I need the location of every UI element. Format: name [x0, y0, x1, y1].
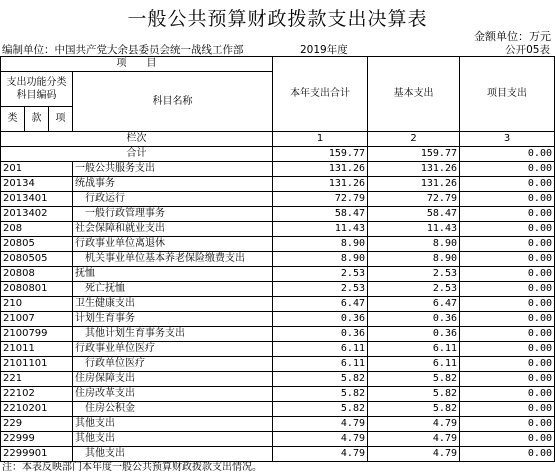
table-row [1, 282, 555, 297]
row-name: 行政单位医疗 [73, 357, 273, 372]
row-basic: 58.47 [368, 207, 460, 222]
row-total: 5.82 [273, 402, 368, 417]
row-total: 4.79 [273, 417, 368, 432]
row-project: 0.00 [460, 387, 555, 402]
row-basic: 11.43 [368, 222, 460, 237]
row-project: 0.00 [460, 327, 555, 342]
table-row [1, 372, 555, 387]
row-basic: 6.47 [368, 297, 460, 312]
row-total: 72.79 [273, 192, 368, 207]
row-project: 0.00 [460, 417, 555, 432]
row-basic: 0.36 [368, 312, 460, 327]
row-total: 0.36 [273, 312, 368, 327]
table-row [1, 252, 555, 267]
row-project: 0.00 [460, 192, 555, 207]
row-code: 221 [1, 372, 73, 387]
row-code: 2299901 [1, 447, 73, 462]
table-row [1, 267, 555, 282]
row-basic: 4.79 [368, 417, 460, 432]
row-project: 0.00 [460, 447, 555, 462]
row-basic: 4.79 [368, 447, 460, 462]
header-item-name: 科目名称 [73, 72, 273, 132]
row-basic: 8.90 [368, 237, 460, 252]
row-project: 0.00 [460, 222, 555, 237]
header-col2: 2 [368, 132, 460, 147]
table-row [1, 237, 555, 252]
row-code: 2210201 [1, 402, 73, 417]
table-row [1, 387, 555, 402]
row-name: 死亡抚恤 [73, 282, 273, 297]
row-total: 4.79 [273, 432, 368, 447]
header-lei: 类 [1, 107, 25, 132]
table-row [1, 342, 555, 357]
row-total: 11.43 [273, 222, 368, 237]
row-basic: 131.26 [368, 162, 460, 177]
total-amount: 159.77 [273, 147, 368, 162]
table-code: 公开05表 [505, 44, 550, 56]
row-name: 统战事务 [73, 177, 273, 192]
row-basic: 6.11 [368, 342, 460, 357]
footnote: 注：本表反映部门本年度一般公共预算财政拨款支出情况。 [2, 462, 262, 473]
header-func-code: 支出功能分类科目编码 [1, 72, 73, 107]
header-total: 本年支出合计 [273, 57, 368, 132]
row-code: 2080505 [1, 252, 73, 267]
row-total: 0.36 [273, 327, 368, 342]
table-row [1, 192, 555, 207]
row-total: 8.90 [273, 237, 368, 252]
header-lanci: 栏次 [1, 132, 273, 147]
table-row [1, 297, 555, 312]
row-name: 计划生育事务 [73, 312, 273, 327]
amount-unit: 金额单位：万元 [474, 30, 551, 43]
row-code: 22999 [1, 432, 73, 447]
row-code: 208 [1, 222, 73, 237]
header-project: 项目支出 [460, 57, 555, 132]
total-label: 合计 [1, 147, 273, 162]
row-code: 2100799 [1, 327, 73, 342]
organization: 编制单位：中国共产党大余县委员会统一战线工作部 [2, 44, 244, 56]
row-basic: 131.26 [368, 177, 460, 192]
row-name: 一般行政管理事务 [73, 207, 273, 222]
row-project: 0.00 [460, 162, 555, 177]
total-row [1, 147, 555, 162]
row-basic: 0.36 [368, 327, 460, 342]
row-code: 20805 [1, 237, 73, 252]
row-project: 0.00 [460, 312, 555, 327]
expenditure-table [0, 56, 555, 462]
row-basic: 6.11 [368, 357, 460, 372]
row-name: 其他支出 [73, 417, 273, 432]
table-row [1, 402, 555, 417]
row-total: 131.26 [273, 177, 368, 192]
table-row [1, 177, 555, 192]
row-project: 0.00 [460, 237, 555, 252]
row-code: 22102 [1, 387, 73, 402]
row-project: 0.00 [460, 267, 555, 282]
row-name: 一般公共服务支出 [73, 162, 273, 177]
header-basic: 基本支出 [368, 57, 460, 132]
header-kuan: 款 [25, 107, 49, 132]
row-name: 机关事业单位基本养老保险缴费支出 [73, 252, 273, 267]
row-name: 住房保障支出 [73, 372, 273, 387]
row-total: 4.79 [273, 447, 368, 462]
row-project: 0.00 [460, 357, 555, 372]
table-row [1, 417, 555, 432]
row-basic: 72.79 [368, 192, 460, 207]
total-basic: 159.77 [368, 147, 460, 162]
row-code: 2080801 [1, 282, 73, 297]
table-row [1, 432, 555, 447]
row-project: 0.00 [460, 177, 555, 192]
row-name: 其他计划生育事务支出 [73, 327, 273, 342]
row-name: 行政事业单位离退休 [73, 237, 273, 252]
row-total: 6.11 [273, 342, 368, 357]
total-project: 0.00 [460, 147, 555, 162]
row-total: 8.90 [273, 252, 368, 267]
header-col3: 3 [460, 132, 555, 147]
fiscal-year: 2019年度 [300, 44, 348, 56]
row-project: 0.00 [460, 282, 555, 297]
row-name: 社会保障和就业支出 [73, 222, 273, 237]
row-total: 6.47 [273, 297, 368, 312]
row-total: 58.47 [273, 207, 368, 222]
row-name: 行政事业单位医疗 [73, 342, 273, 357]
row-total: 5.82 [273, 372, 368, 387]
row-name: 住房公积金 [73, 402, 273, 417]
row-project: 0.00 [460, 402, 555, 417]
row-code: 201 [1, 162, 73, 177]
row-total: 2.53 [273, 282, 368, 297]
row-name: 住房改革支出 [73, 387, 273, 402]
row-name: 其他支出 [73, 432, 273, 447]
row-code: 2101101 [1, 357, 73, 372]
header-col1: 1 [273, 132, 368, 147]
table-row [1, 327, 555, 342]
row-name: 其他支出 [73, 447, 273, 462]
row-total: 2.53 [273, 267, 368, 282]
table-row [1, 207, 555, 222]
row-basic: 8.90 [368, 252, 460, 267]
table-row [1, 357, 555, 372]
page-title: 一般公共预算财政拨款支出决算表 [127, 8, 428, 30]
row-basic: 2.53 [368, 267, 460, 282]
row-total: 5.82 [273, 387, 368, 402]
row-name: 行政运行 [73, 192, 273, 207]
row-basic: 5.82 [368, 402, 460, 417]
row-name: 卫生健康支出 [73, 297, 273, 312]
row-basic: 4.79 [368, 432, 460, 447]
row-project: 0.00 [460, 297, 555, 312]
row-code: 21007 [1, 312, 73, 327]
table-row [1, 312, 555, 327]
row-code: 21011 [1, 342, 73, 357]
row-project: 0.00 [460, 207, 555, 222]
table-row [1, 162, 555, 177]
row-basic: 5.82 [368, 387, 460, 402]
row-name: 抚恤 [73, 267, 273, 282]
row-code: 2013401 [1, 192, 73, 207]
row-project: 0.00 [460, 252, 555, 267]
header-xiang: 项 [49, 107, 73, 132]
row-code: 2013402 [1, 207, 73, 222]
row-code: 210 [1, 297, 73, 312]
table-row [1, 222, 555, 237]
row-code: 229 [1, 417, 73, 432]
row-code: 20134 [1, 177, 73, 192]
row-code: 20808 [1, 267, 73, 282]
row-project: 0.00 [460, 342, 555, 357]
row-basic: 5.82 [368, 372, 460, 387]
row-total: 6.11 [273, 357, 368, 372]
row-basic: 2.53 [368, 282, 460, 297]
row-total: 131.26 [273, 162, 368, 177]
row-project: 0.00 [460, 432, 555, 447]
row-project: 0.00 [460, 372, 555, 387]
header-item: 项 目 [1, 57, 273, 72]
